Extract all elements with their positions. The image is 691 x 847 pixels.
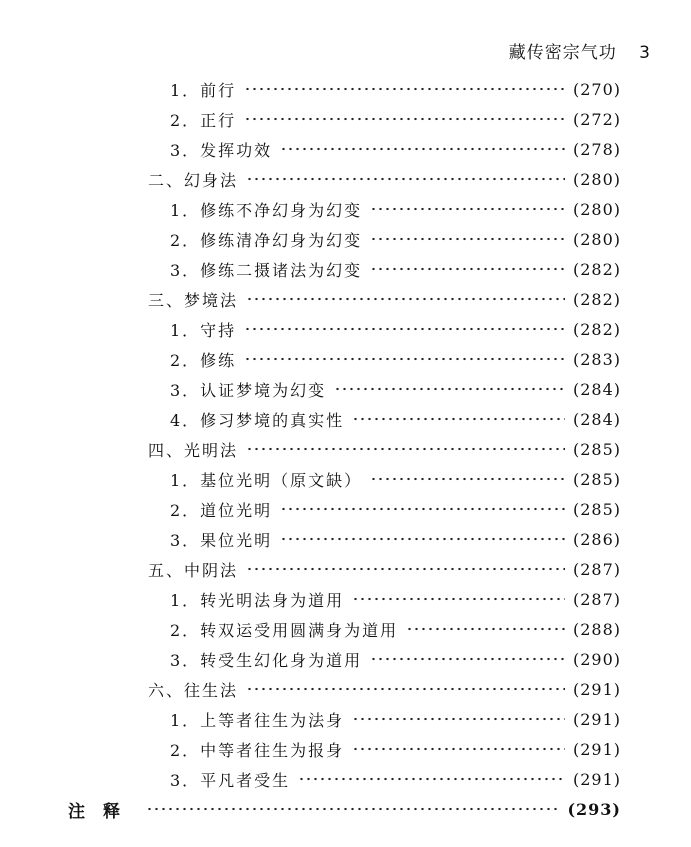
toc-entry-label: 4．修习梦境的真实性 — [170, 410, 345, 430]
toc-section-label: 三、梦境法 — [148, 290, 239, 310]
toc-entry-page: (282) — [572, 259, 621, 279]
dot-leader — [146, 807, 559, 811]
toc-section-label: 六、往生法 — [148, 680, 239, 700]
toc-entry — [170, 464, 621, 494]
toc-entry — [170, 494, 621, 524]
page-number: 3 — [639, 43, 651, 63]
toc-chapter — [68, 794, 621, 824]
toc-entry-label: 3．修练二摄诸法为幻变 — [170, 260, 363, 280]
dot-leader — [280, 147, 565, 151]
toc-entry-page: (270) — [572, 79, 621, 99]
dot-leader — [280, 507, 565, 511]
toc-entry — [170, 764, 621, 794]
toc-entry-page: (280) — [572, 199, 621, 219]
toc-entry — [170, 194, 621, 224]
toc-entry — [170, 104, 621, 134]
dot-leader — [246, 687, 565, 691]
toc-entry — [170, 254, 621, 284]
toc-section-page: (280) — [572, 169, 621, 189]
toc-entry — [170, 134, 621, 164]
toc-entry-page: (290) — [572, 649, 621, 669]
toc-entry-page: (284) — [572, 379, 621, 399]
dot-leader — [334, 387, 565, 391]
running-header — [509, 38, 651, 63]
toc-section-page: (287) — [572, 559, 621, 579]
toc-entry — [170, 74, 621, 104]
toc-entry-page: (291) — [572, 739, 621, 759]
dot-leader — [280, 537, 565, 541]
toc-section-label: 四、光明法 — [148, 440, 239, 460]
dot-leader — [370, 237, 565, 241]
toc-chapter-page: (293) — [567, 799, 621, 819]
dot-leader — [370, 477, 565, 481]
toc-entry-label: 2．道位光明 — [170, 500, 273, 520]
toc-entry-page: (280) — [572, 229, 621, 249]
toc-entry-page: (287) — [572, 589, 621, 609]
dot-leader — [352, 747, 565, 751]
dot-leader — [244, 87, 565, 91]
toc-entry-label: 3．转受生幻化身为道用 — [170, 650, 363, 670]
toc-section-label: 五、中阴法 — [148, 560, 239, 580]
toc-entry-label: 1．修练不净幻身为幻变 — [170, 200, 363, 220]
toc-entry-page: (272) — [572, 109, 621, 129]
toc-section-page: (282) — [572, 289, 621, 309]
toc-entry — [170, 584, 621, 614]
toc-entry-label: 2．修练清净幻身为幻变 — [170, 230, 363, 250]
dot-leader — [352, 717, 565, 721]
toc-entry-page: (283) — [572, 349, 621, 369]
toc-entry-page: (291) — [572, 709, 621, 729]
dot-leader — [352, 417, 565, 421]
toc-section-page: (291) — [572, 679, 621, 699]
toc-entry — [170, 704, 621, 734]
toc-entry — [170, 734, 621, 764]
toc-section-label: 二、幻身法 — [148, 170, 239, 190]
toc-entry — [170, 224, 621, 254]
toc-section — [148, 434, 621, 464]
dot-leader — [370, 657, 565, 661]
toc-entry — [170, 314, 621, 344]
toc-entry-page: (288) — [572, 619, 621, 639]
toc-section — [148, 284, 621, 314]
toc-section — [148, 674, 621, 704]
toc-entry-label: 2．正行 — [170, 110, 237, 130]
dot-leader — [246, 447, 565, 451]
book-title: 藏传密宗气功 — [508, 43, 617, 63]
dot-leader — [244, 327, 565, 331]
toc-entry-label: 2．中等者往生为报身 — [170, 740, 345, 760]
toc-entry-page: (278) — [572, 139, 621, 159]
dot-leader — [352, 597, 565, 601]
toc-entry — [170, 644, 621, 674]
toc-entry-label: 1．守持 — [170, 320, 237, 340]
dot-leader — [246, 567, 565, 571]
toc-entry-label: 3．果位光明 — [170, 530, 273, 550]
toc-entry-label: 2．转双运受用圆满身为道用 — [170, 620, 399, 640]
toc-entry-label: 1．上等者往生为法身 — [170, 710, 345, 730]
toc-section-page: (285) — [572, 439, 621, 459]
dot-leader — [246, 297, 565, 301]
toc-entry-label: 3．平凡者受生 — [170, 770, 291, 790]
dot-leader — [370, 267, 565, 271]
toc-entry-page: (286) — [572, 529, 621, 549]
toc-entry — [170, 374, 621, 404]
dot-leader — [244, 357, 565, 361]
toc-entry — [170, 404, 621, 434]
toc-entry-page: (285) — [572, 499, 621, 519]
toc-entry — [170, 344, 621, 374]
dot-leader — [370, 207, 565, 211]
toc-chapter-label: 注释 — [68, 801, 138, 822]
toc-entry-label: 1．基位光明（原文缺） — [170, 470, 363, 490]
toc-entry — [170, 524, 621, 554]
dot-leader — [244, 117, 565, 121]
dot-leader — [406, 627, 565, 631]
toc-entry-label: 2．修练 — [170, 350, 237, 370]
toc-entry-label: 3．认证梦境为幻变 — [170, 380, 327, 400]
toc-section — [148, 554, 621, 584]
dot-leader — [246, 177, 565, 181]
toc-entry-page: (284) — [572, 409, 621, 429]
toc-entry-page: (285) — [572, 469, 621, 489]
toc-entry-label: 1．前行 — [170, 80, 237, 100]
toc-section — [148, 164, 621, 194]
toc-entry-label: 1．转光明法身为道用 — [170, 590, 345, 610]
toc-entry-page: (291) — [572, 769, 621, 789]
toc-entry — [170, 614, 621, 644]
toc-entry-page: (282) — [572, 319, 621, 339]
toc-entry-label: 3．发挥功效 — [170, 140, 273, 160]
dot-leader — [298, 777, 565, 781]
